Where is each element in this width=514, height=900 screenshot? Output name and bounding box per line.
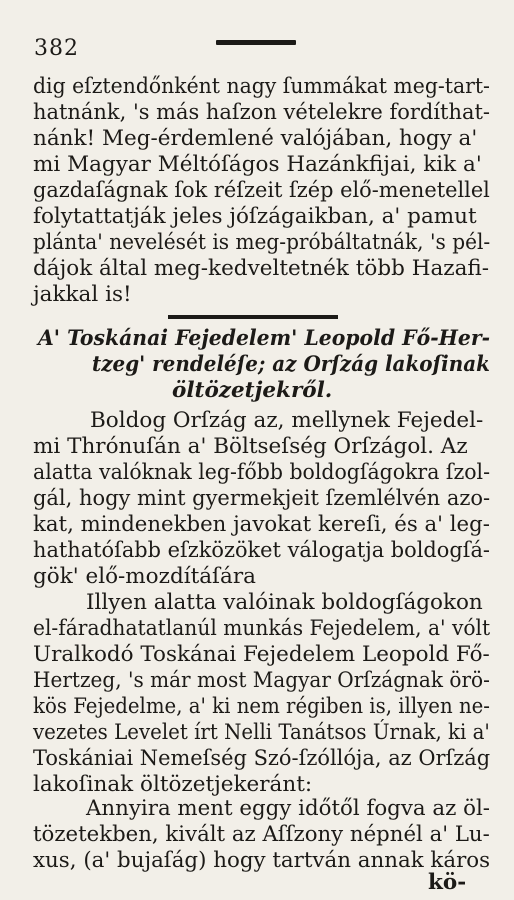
text-line: kös Fejedelme, a' ki nem régiben is, illyen ne- xyxy=(33,694,490,719)
text-line: gazdaſágnak ſok réſzeit ſzép elő-menetellel xyxy=(33,178,490,203)
text-line: mi Thrónuſán a' Böltseſség Orſzágol. Az xyxy=(33,434,468,459)
section-heading-line: A' Toskánai Fejedelem' Leopold Fő-Her- xyxy=(38,326,491,351)
text-line: tözetekben, kivált az Aſſzony népnél a' Lu- xyxy=(33,822,490,847)
section-heading-line: tzeg' rendeléſe; az Orſzág lakoſinak xyxy=(92,352,490,377)
text-line: gök' elő-mozdítáſára xyxy=(33,564,256,589)
text-line: Hertzeg, 's már most Magyar Orſzágnak örö- xyxy=(33,668,490,693)
text-line: kat, mindenekben javokat kereſi, és a' leg- xyxy=(33,512,490,537)
text-line: vezetes Levelet írt Nelli Tanátsos Úrnak, ki a' xyxy=(33,720,490,745)
page-number: 382 xyxy=(34,36,79,61)
text-line: el-fáradhatatlanúl munkás Fejedelem, a' vólt xyxy=(33,616,491,641)
text-line: jakkal is! xyxy=(33,282,132,307)
text-line: plánta' nevelését is meg-próbáltatnák, 's pél- xyxy=(33,230,491,255)
text-line: hatnánk, 's más haſzon vételekre fordíthat- xyxy=(33,100,490,125)
section-heading-line: öltözetjekről. xyxy=(172,378,333,403)
header-rule xyxy=(216,40,296,45)
text-line: Boldog Orſzág az, mellynek Fejedel- xyxy=(90,408,484,433)
text-line: Toskániai Nemeſség Szó-ſzóllója, az Orſzág xyxy=(33,746,491,771)
text-line: lakoſinak öltözetjekeránt: xyxy=(33,772,313,797)
text-line: Uralkodó Toskánai Fejedelem Leopold Fő- xyxy=(33,642,490,667)
text-line: xus, (a' bujaſág) hogy tartván annak káros xyxy=(33,848,491,873)
text-line: dájok által meg-kedveltetnék több Hazafi- xyxy=(33,256,490,281)
section-divider xyxy=(168,315,338,319)
text-line: nánk! Meg-érdemlené valójában, hogy a' xyxy=(33,126,478,151)
text-line: Illyen alatta valóinak boldogſágokon xyxy=(86,590,483,615)
text-line: gál, hogy mint gyermekjeit ſzemlélvén azo- xyxy=(33,486,491,511)
text-line: Annyira ment eggy időtől fogva az öl- xyxy=(86,796,490,821)
text-line: mi Magyar Méltóſágos Hazánkfijai, kik a' xyxy=(33,152,482,177)
catchword: kö- xyxy=(428,870,467,895)
text-line: dig eſztendőnként nagy ſummákat meg-tart- xyxy=(33,74,490,99)
text-line: folytattatják jeles jóſzágaikban, a' pamut xyxy=(33,204,477,229)
text-line: hathatóſabb eſzközöket válogatja boldogſá- xyxy=(33,538,490,563)
text-line: alatta valóknak leg-főbb boldogſágokra ſzol- xyxy=(33,460,491,485)
